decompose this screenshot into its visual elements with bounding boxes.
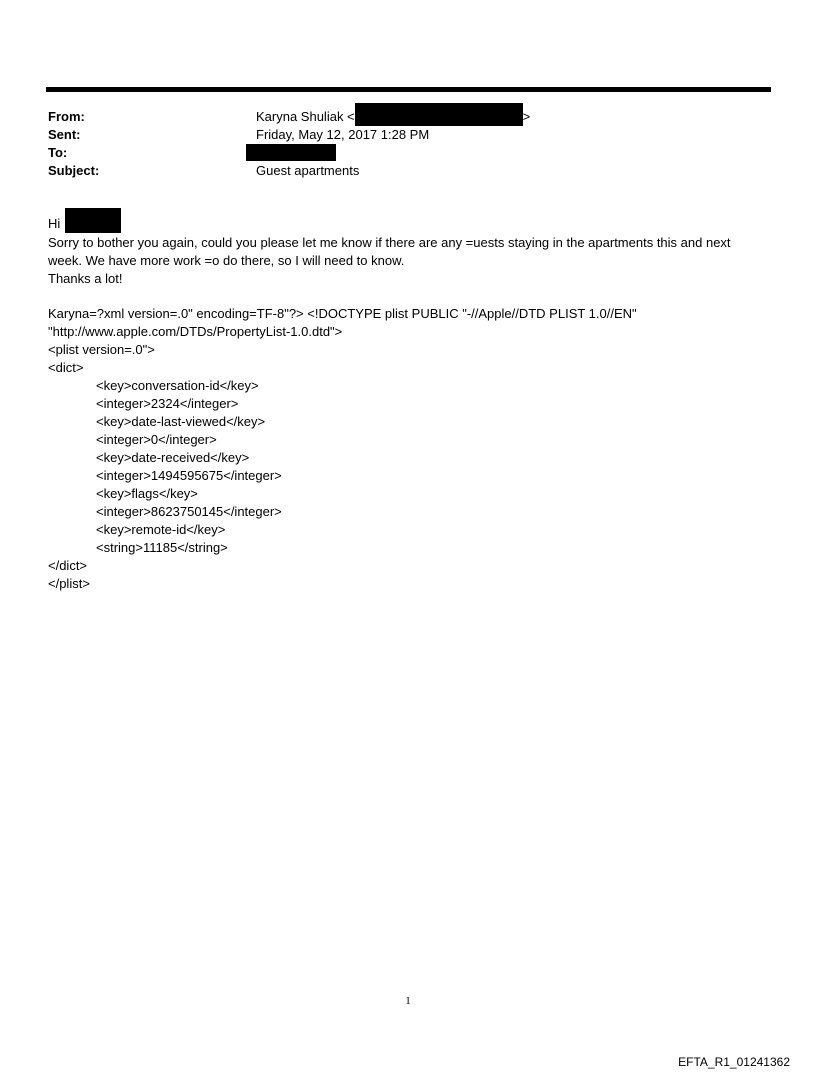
from-label: From: — [48, 109, 85, 124]
plist-line: <integer>1494595675</integer> — [96, 468, 282, 483]
subject-row — [48, 162, 768, 180]
message-line: Sorry to bother you again, could you please let me know if there are any =uests staying in the apartments this and next — [48, 235, 731, 250]
message-line: week. We have more work =o do there, so I will need to know. — [48, 253, 405, 268]
bates-number: EFTA_R1_01241362 — [678, 1055, 790, 1069]
sent-row — [48, 126, 768, 144]
redaction-box-email — [355, 103, 523, 126]
redaction-box-name — [65, 208, 121, 233]
subject-label: Subject: — [48, 163, 100, 178]
message-body — [48, 234, 768, 288]
to-row — [48, 144, 768, 162]
plist-line: <key>date-received</key> — [96, 450, 250, 465]
plist-line: <string>11185</string> — [96, 540, 228, 555]
from-value — [256, 108, 530, 126]
plist-line: <integer>0</integer> — [96, 432, 217, 447]
plist-line: <integer>2324</integer> — [96, 396, 239, 411]
plist-line: <dict> — [48, 360, 84, 375]
plist-line: "http://www.apple.com/DTDs/PropertyList-1.0.dtd"> — [48, 324, 343, 339]
greeting-text: Hi — [48, 216, 61, 231]
redaction-box-recipient — [246, 144, 336, 161]
plist-line: <key>remote-id</key> — [96, 522, 226, 537]
plist-line: <key>flags</key> — [96, 486, 198, 501]
from-close: > — [522, 109, 531, 124]
plist-line: <key>date-last-viewed</key> — [96, 414, 266, 429]
header-rule — [46, 87, 771, 92]
plist-line: <key>conversation-id</key> — [96, 378, 259, 393]
plist-line: <integer>8623750145</integer> — [96, 504, 282, 519]
plist-block — [48, 305, 768, 593]
sent-label: Sent: — [48, 127, 81, 142]
sent-value: Friday, May 12, 2017 1:28 PM — [256, 127, 430, 142]
to-label: To: — [48, 145, 68, 160]
page-number: 1 — [405, 995, 411, 1007]
plist-line: </plist> — [48, 576, 90, 591]
greeting-row — [48, 208, 768, 233]
message-line: Thanks a lot! — [48, 271, 123, 286]
plist-line: </dict> — [48, 558, 88, 573]
from-row — [48, 108, 768, 126]
from-name: Karyna Shuliak < — [256, 109, 355, 124]
plist-line: <plist version=.0"> — [48, 342, 155, 357]
subject-value: Guest apartments — [256, 163, 360, 178]
plist-line: Karyna=?xml version=.0" encoding=TF-8"?> <!DOCTYPE plist PUBLIC "-//Apple//DTD PLIST 1.0//EN" — [48, 306, 637, 321]
